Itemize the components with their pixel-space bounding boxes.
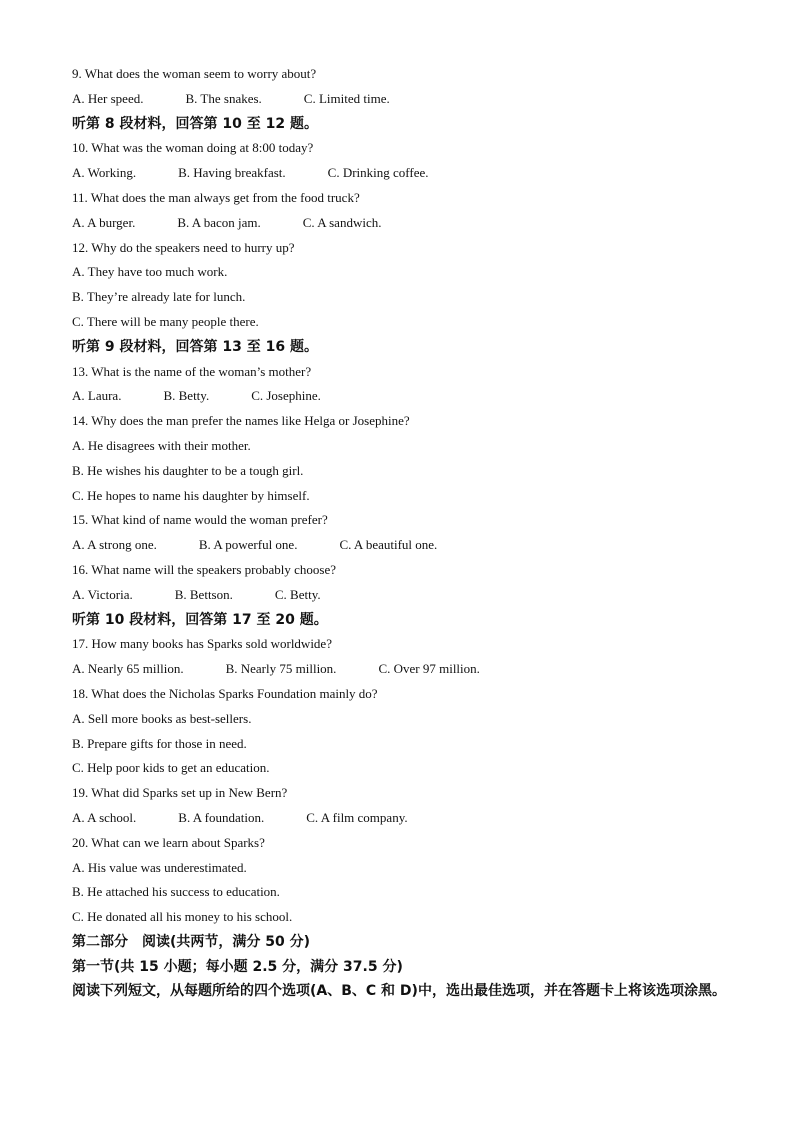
option-line: C. He donated all his money to his school.: [72, 909, 293, 925]
option-line: B. He wishes his daughter to be a tough girl.: [72, 462, 304, 478]
option-c: C. Betty.: [274, 586, 321, 602]
section-heading: 听第 9 段材料，回答第 13 至 16 题。: [72, 338, 318, 355]
options-row: [72, 161, 732, 186]
option-a: A. Her speed.: [72, 90, 144, 106]
options-row: [72, 533, 732, 558]
option-line: B. They’re already late for lunch.: [72, 289, 246, 305]
option-c: C. Limited time.: [303, 90, 390, 106]
option-a: A. A school.: [72, 809, 137, 825]
option-b: B. Bettson.: [174, 586, 233, 602]
option-b: B. A bacon jam.: [177, 214, 261, 230]
option-a: A. Working.: [72, 165, 137, 181]
option-a: A. Nearly 65 million.: [72, 661, 184, 677]
question-line: 19. What did Sparks set up in New Bern?: [72, 785, 288, 801]
option-c: C. A beautiful one.: [339, 537, 438, 553]
question-line: 9. What does the woman seem to worry about?: [72, 66, 317, 81]
option-a: A. A strong one.: [72, 537, 157, 553]
option-line: B. He attached his success to education.: [72, 884, 280, 900]
option-line: C. There will be many people there.: [72, 313, 259, 329]
section-heading: 第一节(共 15 小题；每小题 2.5 分，满分 37.5 分): [72, 958, 403, 975]
option-a: A. A burger.: [72, 214, 136, 230]
question-line: 10. What was the woman doing at 8:00 today?: [72, 140, 314, 156]
section-heading: 第二部分 阅读(共两节，满分 50 分): [72, 933, 311, 950]
option-line: A. He disagrees with their mother.: [72, 437, 251, 453]
option-c: C. Josephine.: [251, 388, 321, 404]
option-line: A. His value was underestimated.: [72, 859, 247, 875]
option-b: B. A powerful one.: [198, 537, 298, 553]
option-b: B. The snakes.: [185, 90, 262, 106]
section-heading: 听第 8 段材料，回答第 10 至 12 题。: [72, 115, 318, 132]
option-b: B. A foundation.: [178, 809, 265, 825]
option-b: B. Nearly 75 million.: [225, 661, 337, 677]
question-line: 14. Why does the man prefer the names like Helga or Josephine?: [72, 413, 410, 429]
options-row: [72, 87, 732, 112]
question-line: 20. What can we learn about Sparks?: [72, 834, 265, 850]
options-row: [72, 657, 732, 682]
option-line: C. Help poor kids to get an education.: [72, 760, 270, 776]
option-c: C. Over 97 million.: [378, 661, 480, 677]
question-line: 12. Why do the speakers need to hurry up?: [72, 239, 295, 255]
option-b: B. Betty.: [163, 388, 210, 404]
option-a: A. Victoria.: [72, 586, 133, 602]
section-instructions: 阅读下列短文，从每题所给的四个选项(A、B、C 和 D)中，选出最佳选项，并在答题卡上将该选项涂黑。: [72, 983, 726, 1000]
option-line: A. They have too much work.: [72, 264, 228, 280]
question-line: 11. What does the man always get from the food truck?: [72, 189, 360, 205]
option-line: C. He hopes to name his daughter by himself.: [72, 487, 310, 503]
options-row: [72, 211, 732, 236]
question-line: 17. How many books has Sparks sold worldwide?: [72, 636, 332, 652]
option-a: A. Laura.: [72, 388, 122, 404]
question-line: 18. What does the Nicholas Sparks Foundation mainly do?: [72, 685, 378, 701]
option-b: B. Having breakfast.: [178, 165, 286, 181]
options-row: [72, 583, 732, 608]
question-line: 13. What is the name of the woman’s mother?: [72, 363, 312, 379]
option-c: C. Drinking coffee.: [327, 165, 429, 181]
section-heading: 听第 10 段材料，回答第 17 至 20 题。: [72, 611, 328, 628]
question-line: 16. What name will the speakers probably choose?: [72, 561, 337, 577]
option-line: B. Prepare gifts for those in need.: [72, 735, 247, 751]
option-line: A. Sell more books as best-sellers.: [72, 710, 252, 726]
option-c: C. A film company.: [306, 809, 408, 825]
option-c: C. A sandwich.: [302, 214, 382, 230]
options-row: [72, 384, 732, 409]
options-row: [72, 806, 732, 831]
exam-page: [72, 62, 732, 1003]
question-line: 15. What kind of name would the woman prefer?: [72, 512, 328, 528]
